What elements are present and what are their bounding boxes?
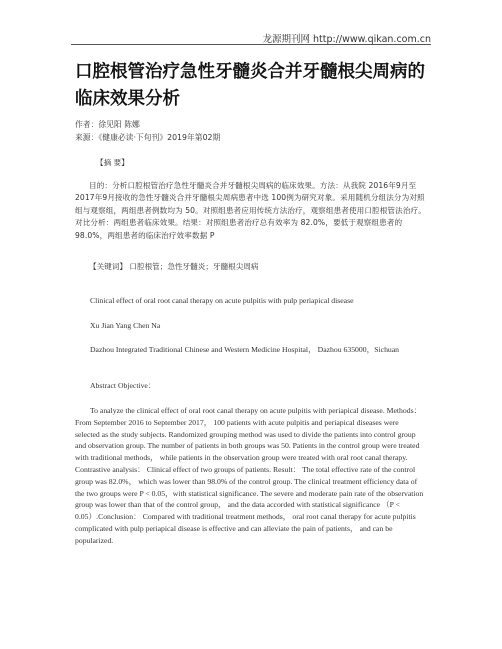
english-affiliation: Dazhou Integrated Traditional Chinese and Western Medicine Hospital， Dazhou 635000，Sichuan <box>90 345 400 354</box>
abstract-body: 目的：分析口腔根管治疗急性牙髓炎合并牙髓根尖周病的临床效果。方法：从我院 2016年9月至 2017年9月接收的急性牙髓炎合并牙髓根尖周病患者中选 100例为研究对象。采用随机分组法分为对照组与观察组，两组患者例数均为 50。对照组患者应用传统方法治疗，观察组患者使用口腔根管法治疗。对比分析：两组患者临床效果。结果：对照组患者治疗总有效率为 82.0%，要低于观察组患者的 98.0%，两组患者的临床治疗效率数据 P <box>75 181 426 240</box>
english-abstract-body: To analyze the clinical effect of oral root canal therapy on acute pulpitis with periapical disease. Methods： From September 2016 to September 2017， 100 patients with acute pulpitis and periapical diseases were selected as the study subjects. Randomized grouping method was used to divide the patients into control group and observation group. The number of patients in both groups was 50. Patients in the control group were treated with traditional methods， while patients in the observation group were treated with oral root canal therapy. Contrastive analysis： Clinical effect of two groups of patients. Result： The total effective rate of the control group was 82.0%， which was lower than 98.0% of the control group. The clinical treatment efficiency data of the two groups were P < 0.05，with statistical significance. The severe and moderate pain rate of the observation group was lower than that of the control group， and the data accorded with statistical significance （P < 0.05）.Conclusion： Compared with traditional treatment methods， oral root canal therapy for acute pulpitis complicated with pulp periapical disease is effective and can alleviate the pain of patients， and can be popularized. <box>75 406 424 545</box>
authors-line: 作者：徐见阳 陈娜 <box>75 120 140 129</box>
english-title: Clinical effect of oral root canal therapy on acute pulpitis with pulp periapical disease <box>90 296 354 305</box>
header-divider <box>71 44 431 45</box>
abstract-label: 【摘 要】 <box>96 158 129 167</box>
english-abstract-label: Abstract Objective： <box>90 381 156 390</box>
article-title: 口腔根管治疗急性牙髓炎合并牙髓根尖周病的临床效果分析 <box>75 62 425 109</box>
keywords-line: 【关键词】 口腔根管；急性牙髓炎；牙髓根尖周病 <box>89 262 259 271</box>
site-header: 龙源期刊网 http://www.qikan.com.cn <box>262 34 431 45</box>
source-line: 来源：《健康必读·下旬刊》2019年第02期 <box>75 133 221 142</box>
english-authors: Xu Jian Yang Chen Na <box>90 321 161 330</box>
